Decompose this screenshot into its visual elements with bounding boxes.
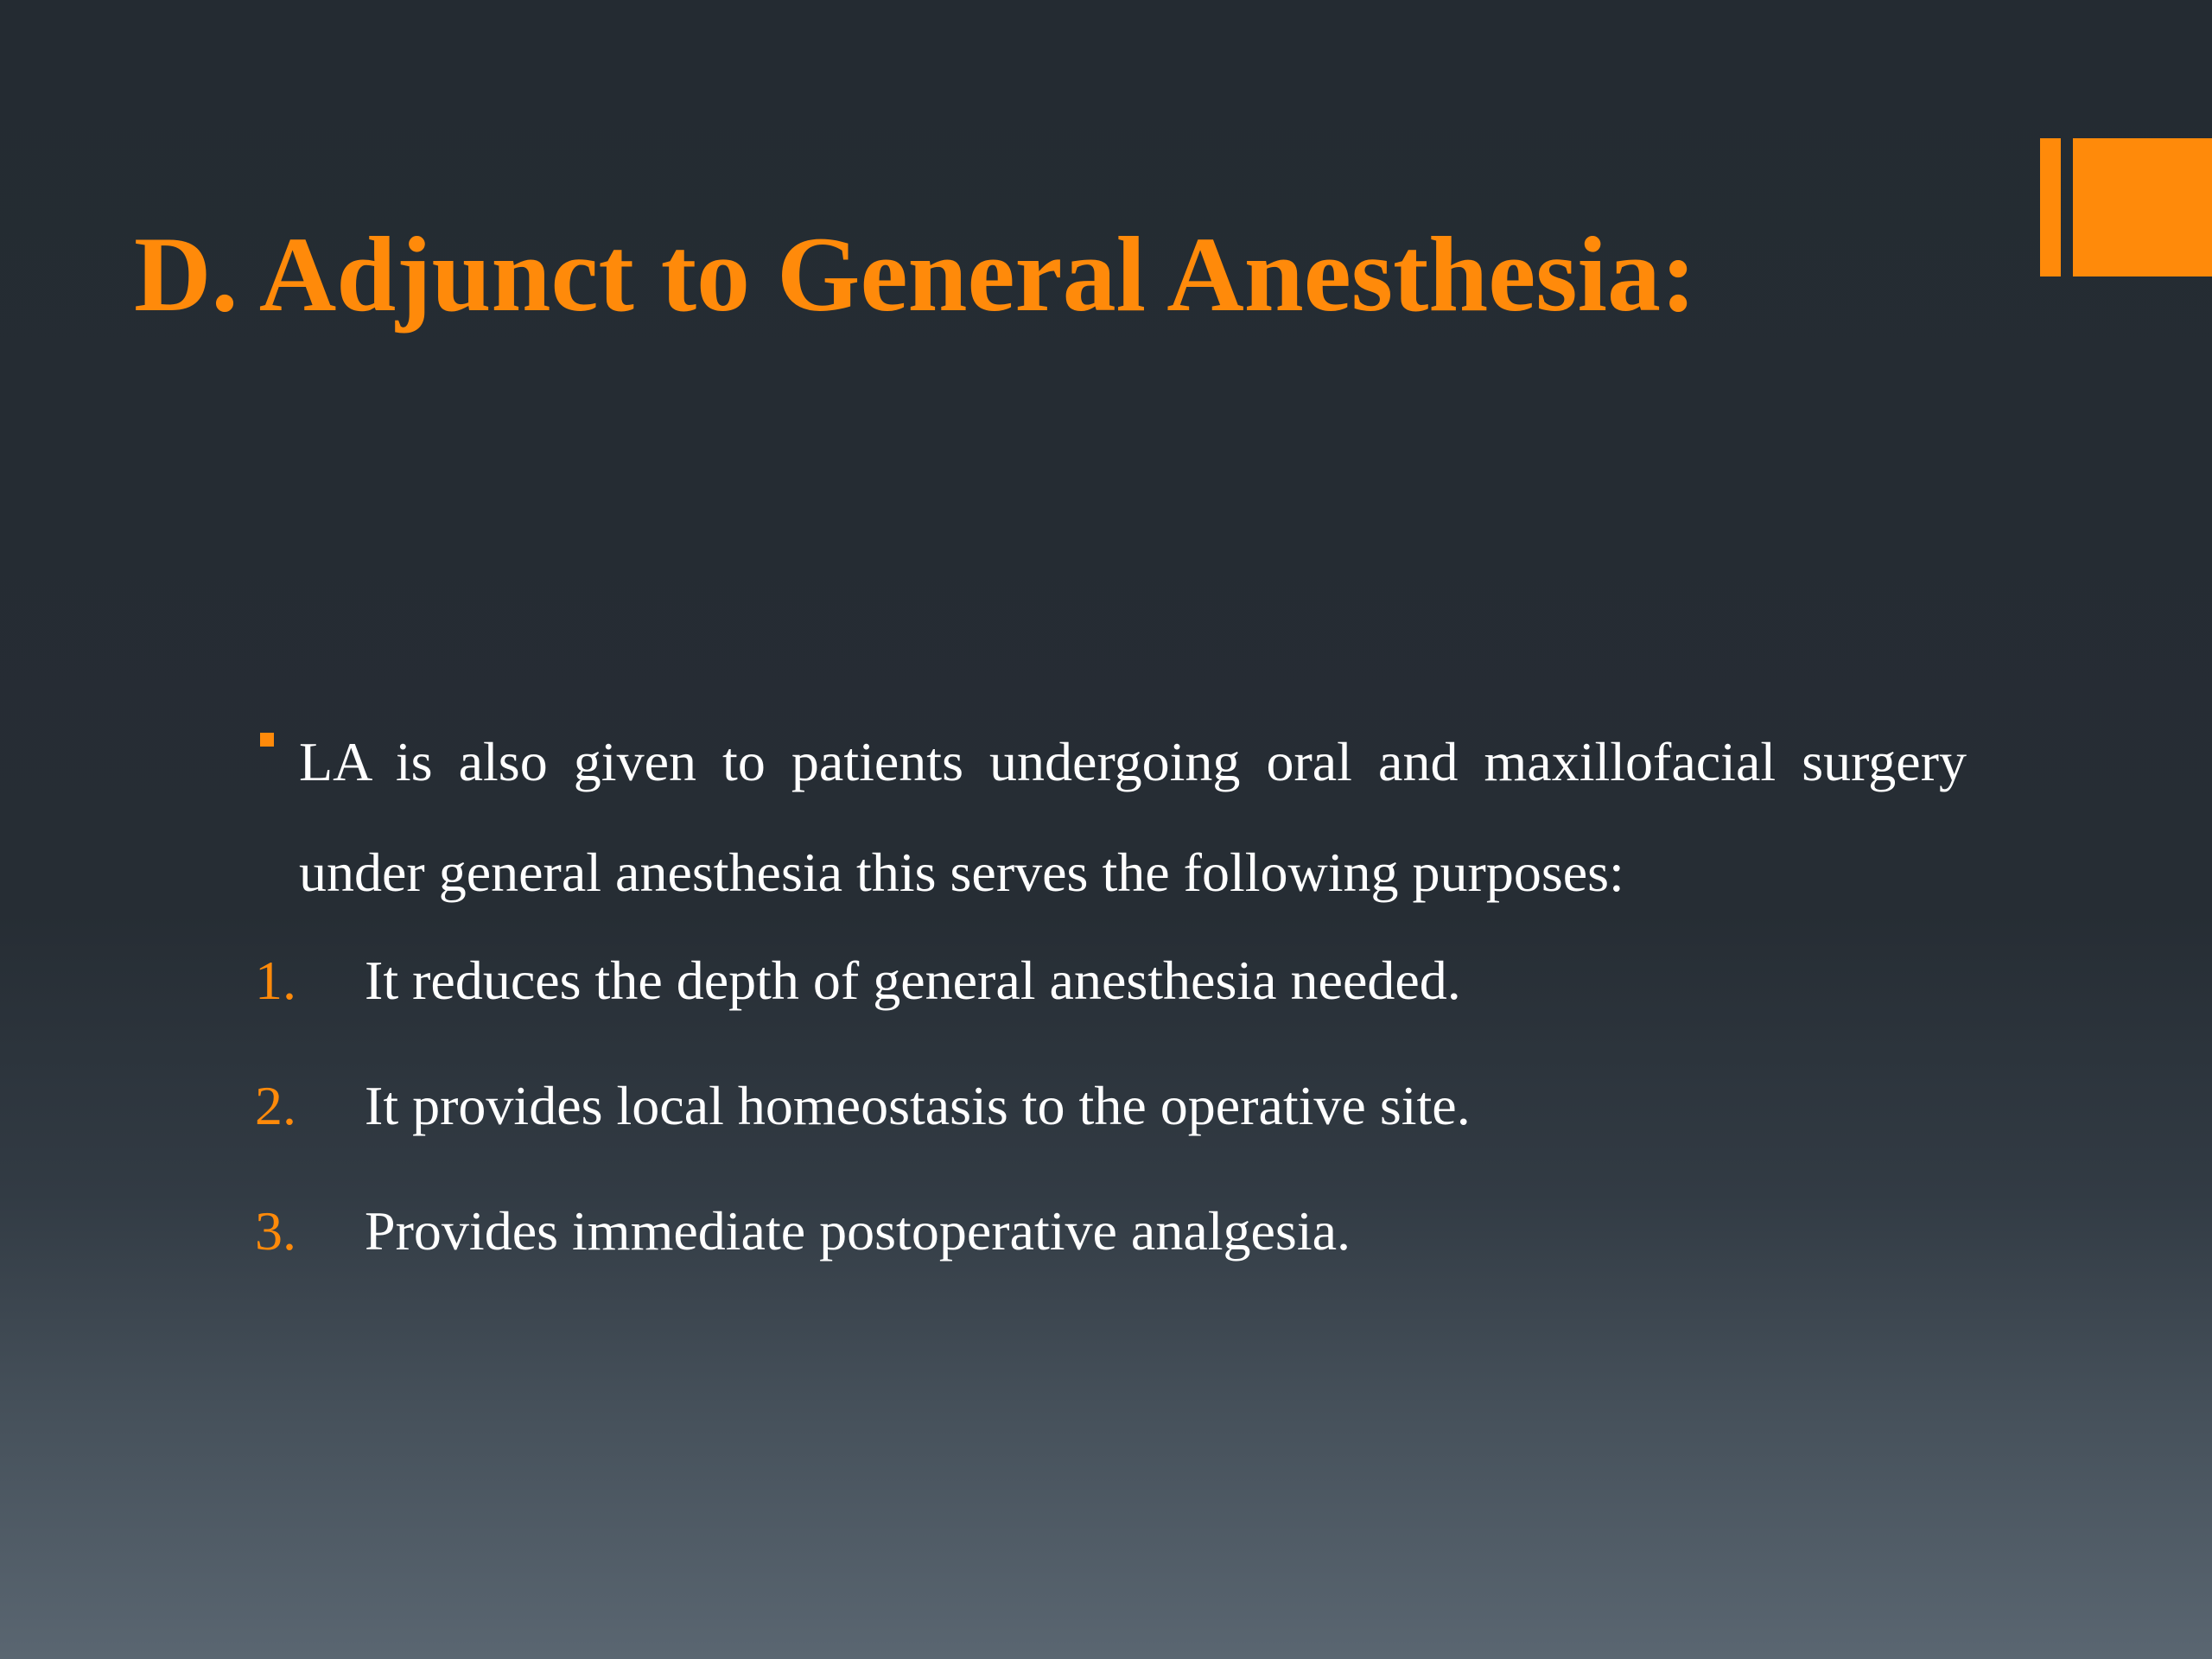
accent-bar-block <box>2073 138 2212 276</box>
item-text: Provides immediate postoperative analgesia. <box>365 1200 1351 1262</box>
numbered-item-2 <box>255 1067 1983 1145</box>
slide-title: D. Adjunct to General Anesthesia: <box>134 215 1697 334</box>
numbered-item-3 <box>255 1192 1983 1270</box>
item-number: 1. <box>255 950 296 1011</box>
item-number: 2. <box>255 1075 296 1136</box>
item-number: 3. <box>255 1200 296 1262</box>
accent-bar-thin <box>2040 138 2061 276</box>
item-text: It provides local homeostasis to the operative site. <box>365 1075 1471 1136</box>
bullet-text: LA is also given to patients undergoing oral and maxillofacial surgery under general anesthesia this serves the following purposes: <box>299 731 1967 903</box>
square-bullet-icon <box>260 733 274 747</box>
item-text: It reduces the depth of general anesthesia needed. <box>365 950 1461 1011</box>
numbered-item-1 <box>255 942 1983 1020</box>
